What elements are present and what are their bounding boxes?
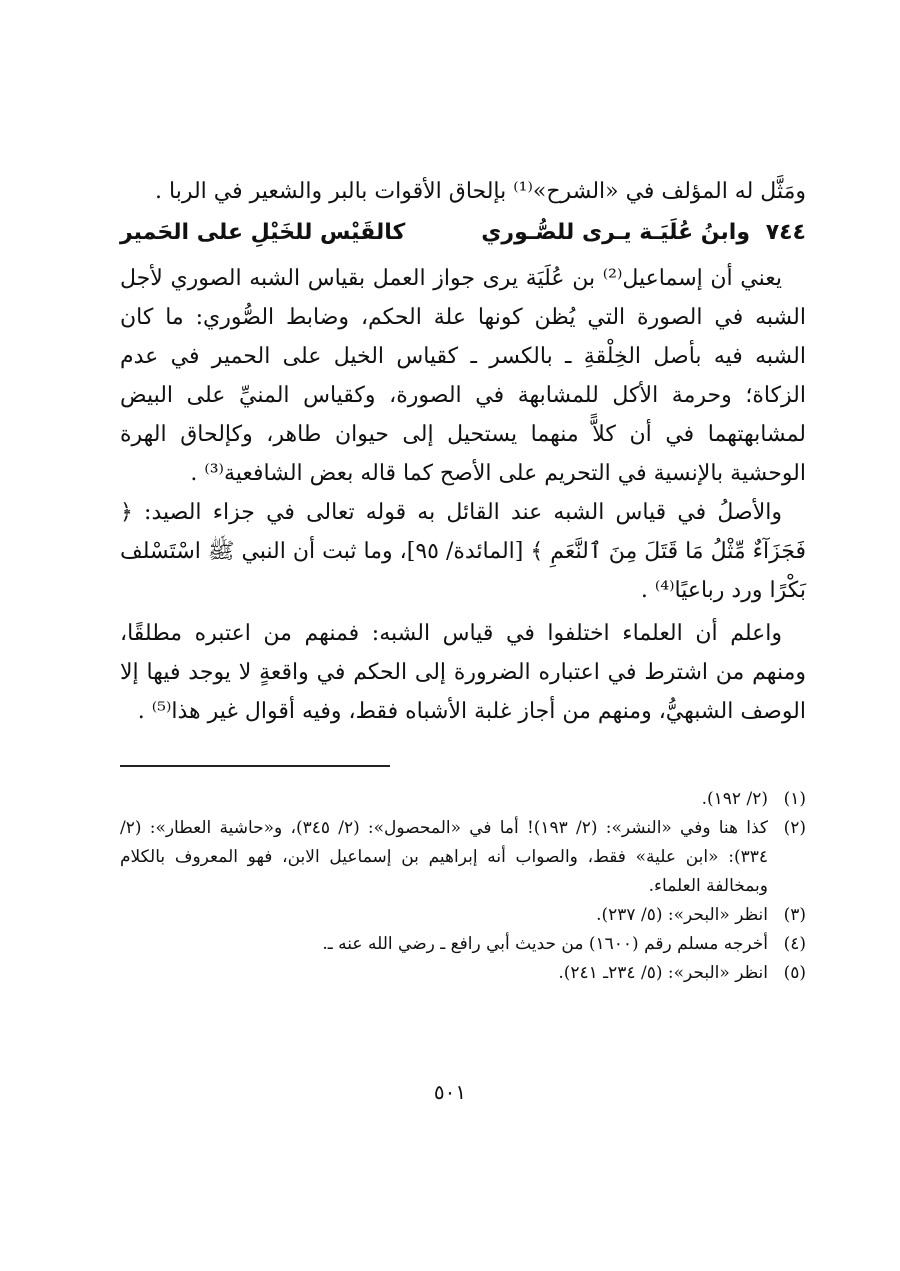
- footnote-text: كذا هنا وفي «النشر»: (٢/ ١٩٣)! أما في «المحصول»: (٢/ ٣٤٥)، و«حاشية العطار»: (٢/ ٣٣٤): «ابن علية» فقط، والصواب أنه إبراهيم بن إسماعيل الابن، فهو المعروف بالكلام وبمخالفة العلماء.: [120, 818, 768, 896]
- verse-first-hemistich: [481, 213, 806, 253]
- verse-number: ٧٤٤: [765, 220, 806, 245]
- verse-part-1: وابنُ عُلَيَـة يـرى للصُّـوري: [481, 220, 751, 245]
- paragraph-4: واعلم أن العلماء اختلفوا في قياس الشبه: فمنهم من اعتبره مطلقًا، ومنهم من اشترط في اعتباره الضرورة إلى الحكم في واقعةٍ لا يوجد فيها إلا الوصف الشبهيُّ، ومنهم من أجاز غلبة الأشباه فقط، وفيه أقوال غير هذا⁽⁵⁾ .: [120, 621, 806, 724]
- footnote-number: (٥): [783, 963, 806, 983]
- paragraph-3: والأصلُ في قياس الشبه عند القائل به قوله تعالى في جزاء الصيد: ﴿ فَجَزَآءٌ مِّثْلُ مَا قَتَلَ مِنَ ٱلنَّعَمِ ﴾ [المائدة/ ٩٥]، وما ثبت أن النبي ﷺ اسْتَسْلف بَكْرًا ورد رباعيًا⁽⁴⁾ .: [120, 500, 806, 603]
- footnote-4: [120, 930, 806, 959]
- footnote-1: [120, 785, 806, 814]
- footnote-text: انظر «البحر»: (٥/ ٢٣٧).: [596, 905, 768, 925]
- footnote-number: (٤): [783, 934, 806, 954]
- verse-part-2: كالقَيْس للخَيْلِ على الحَمير: [120, 220, 406, 245]
- paragraph-2: يعني أن إسماعيل⁽²⁾ بن عُلَيَة يرى جواز العمل بقياس الشبه الصوري لأجل الشبه في الصورة التي يُظن كونها علة الحكم، وضابط الصُّوري: ما كان الشبه فيه بأصل الخِلْقةِ ـ بالكسر ـ كقياس الخيل على الحمير في عدم الزكاة؛ وحرمة الأكل للمشابهة في الصورة، وكقياس المنيِّ على البيض لمشابهتهما في أن كلاًّ منهما يستحيل إلى حيوان طاهر، وكإلحاق الهرة الوحشية بالإنسية في التحريم على الأصح كما قاله بعض الشافعية⁽³⁾ .: [120, 266, 806, 486]
- footnote-separator: [120, 765, 390, 767]
- footnote-text: (٢/ ١٩٢).: [701, 789, 768, 809]
- verse-line: [120, 213, 806, 253]
- footnote-number: (٢): [783, 818, 806, 838]
- page-body: [120, 172, 806, 988]
- footnote-5: [120, 959, 806, 988]
- paragraph-1: ومَثَّل له المؤلف في «الشرح»⁽¹⁾ بإلحاق الأقوات بالبر والشعير في الربا .: [155, 179, 806, 204]
- footnote-3: [120, 901, 806, 930]
- footnotes: [120, 785, 806, 988]
- footnote-text: أخرجه مسلم رقم (١٦٠٠) من حديث أبي رافع ـ رضي الله عنه ـ.: [322, 934, 768, 954]
- page-number: ٥٠١: [433, 1080, 467, 1104]
- footnote-text: انظر «البحر»: (٥/ ٢٣٤ـ ٢٤١).: [558, 963, 768, 983]
- footnote-number: (٣): [783, 905, 806, 925]
- footnote-2: [120, 814, 806, 901]
- footnote-number: (١): [783, 789, 806, 809]
